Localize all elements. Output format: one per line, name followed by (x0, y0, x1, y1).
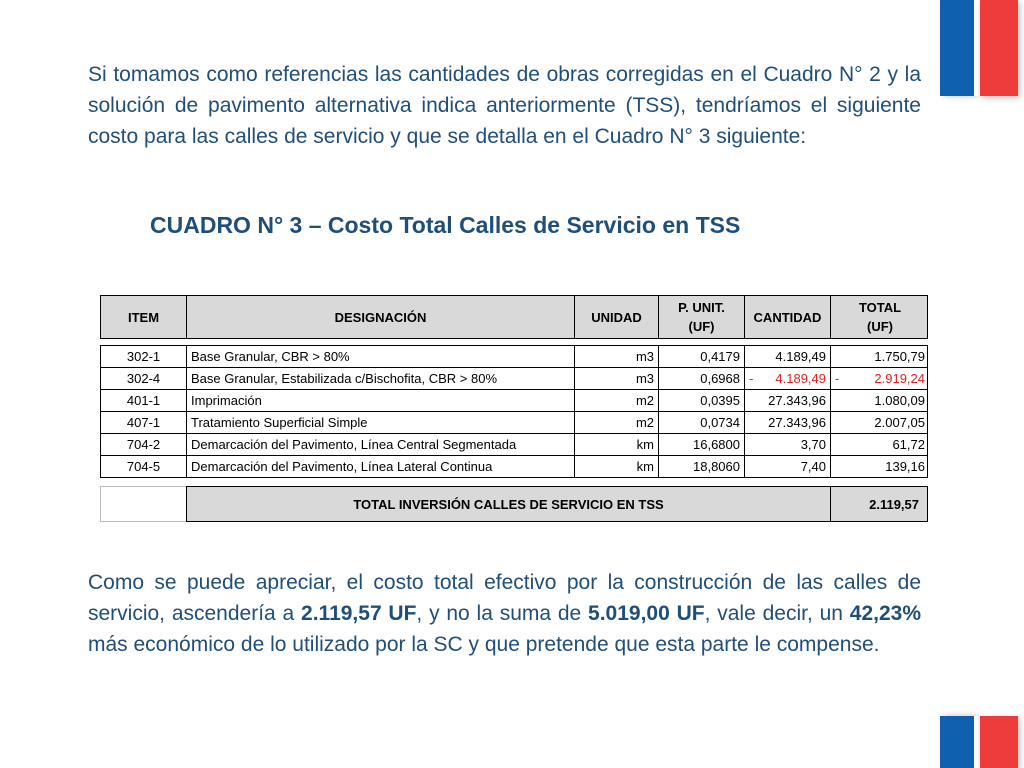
flag-decoration-top (940, 0, 1018, 96)
conclusion-text-3: , vale decir, un (704, 602, 850, 625)
cell-cantidad: 27.343,96 (745, 412, 831, 433)
header-cantidad: CANTIDAD (745, 296, 831, 338)
cost-table (100, 295, 928, 522)
cell-item: 302-1 (101, 346, 187, 367)
conclusion-amount-total: 2.119,57 UF (301, 602, 417, 625)
cell-unidad: m3 (575, 368, 659, 389)
cell-total: 61,72 (892, 437, 925, 452)
cell-unidad: m3 (575, 346, 659, 367)
cell-cantidad: 7,40 (745, 456, 831, 477)
cell-unidad: m2 (575, 390, 659, 411)
cell-total: 1.750,79 (874, 349, 925, 364)
header-item: ITEM (101, 296, 187, 338)
total-sign: - (835, 371, 840, 386)
conclusion-percentage: 42,23% (849, 602, 921, 625)
cell-item: 704-5 (101, 456, 187, 477)
cell-cantidad: 3,70 (745, 434, 831, 455)
table-header (100, 295, 928, 339)
total-value: 2.919,24 (874, 371, 925, 386)
cell-item: 704-2 (101, 434, 187, 455)
cell-punit: 0,0734 (659, 412, 745, 433)
header-punit (659, 296, 745, 338)
header-punit-line1: P. UNIT. (678, 300, 725, 315)
total-value: 2.119,57 (869, 496, 919, 512)
table-title: CUADRO N° 3 – Costo Total Calles de Servicio en TSS (150, 212, 741, 238)
cell-designacion: Demarcación del Pavimento, Línea Lateral Continua (187, 456, 575, 477)
total-row (100, 486, 928, 522)
header-total (831, 296, 929, 338)
flag-blue-band (940, 716, 974, 768)
table-row (101, 456, 927, 477)
conclusion-text-4: más económico de lo utilizado por la SC y que pretende que esta parte le compense. (88, 633, 880, 656)
conclusion-amount-claimed: 5.019,00 UF (588, 602, 705, 625)
cell-unidad: km (575, 434, 659, 455)
cell-designacion: Tratamiento Superficial Simple (187, 412, 575, 433)
cell-item: 407-1 (101, 412, 187, 433)
total-empty-cell (100, 486, 187, 522)
intro-paragraph: Si tomamos como referencias las cantidades de obras corregidas en el Cuadro N° 2 y la solución de pavimento alternativa indica anteriormente (TSS), tendríamos el siguiente costo para las calles de servicio y que se detalla en el Cuadro N° 3 siguiente: (88, 63, 921, 148)
conclusion-text-2: , y no la suma de (416, 602, 589, 625)
cell-punit: 18,8060 (659, 456, 745, 477)
cell-cantidad: 4.189,49 (745, 346, 831, 367)
cantidad-sign: - (749, 371, 754, 386)
cell-total: 139,16 (885, 459, 925, 474)
cell-designacion: Imprimación (187, 390, 575, 411)
conclusion-paragraph (88, 567, 921, 660)
cell-unidad: km (575, 456, 659, 477)
table-body (100, 345, 928, 478)
header-total-line2: (UF) (867, 319, 893, 334)
table-row (101, 346, 927, 368)
cantidad-value: 4.189,49 (775, 371, 826, 386)
conclusion-text-1: Como se puede apreciar, el costo total efectivo por la construcción de las calles de servicio, ascendería a (88, 571, 921, 625)
table-row (101, 434, 927, 456)
flag-blue-band (940, 0, 974, 96)
cell-item: 302-4 (101, 368, 187, 389)
table-row (101, 368, 927, 390)
flag-decoration-bottom (940, 716, 1018, 768)
cell-total: 2.007,05 (874, 415, 925, 430)
total-box (186, 486, 928, 522)
cell-punit: 0,6968 (659, 368, 745, 389)
flag-red-band (980, 0, 1018, 96)
cell-unidad: m2 (575, 412, 659, 433)
cell-total-negative (831, 368, 929, 389)
header-punit-line2: (UF) (688, 319, 715, 334)
cell-cantidad-negative (745, 368, 831, 389)
header-designacion: DESIGNACIÓN (187, 296, 575, 338)
flag-red-band (980, 716, 1018, 768)
cell-total: 1.080,09 (874, 393, 925, 408)
cell-designacion: Demarcación del Pavimento, Línea Central Segmentada (187, 434, 575, 455)
cell-punit: 0,4179 (659, 346, 745, 367)
cell-designacion: Base Granular, CBR > 80% (187, 346, 575, 367)
cell-punit: 16,6800 (659, 434, 745, 455)
cell-punit: 0,0395 (659, 390, 745, 411)
cell-cantidad: 27.343,96 (745, 390, 831, 411)
header-total-line1: TOTAL (858, 300, 902, 315)
total-label: TOTAL INVERSIÓN CALLES DE SERVICIO EN TSS (187, 487, 831, 521)
cell-item: 401-1 (101, 390, 187, 411)
header-unidad: UNIDAD (575, 296, 659, 338)
table-row (101, 412, 927, 434)
table-row (101, 390, 927, 412)
cell-designacion: Base Granular, Estabilizada c/Bischofita, CBR > 80% (187, 368, 575, 389)
